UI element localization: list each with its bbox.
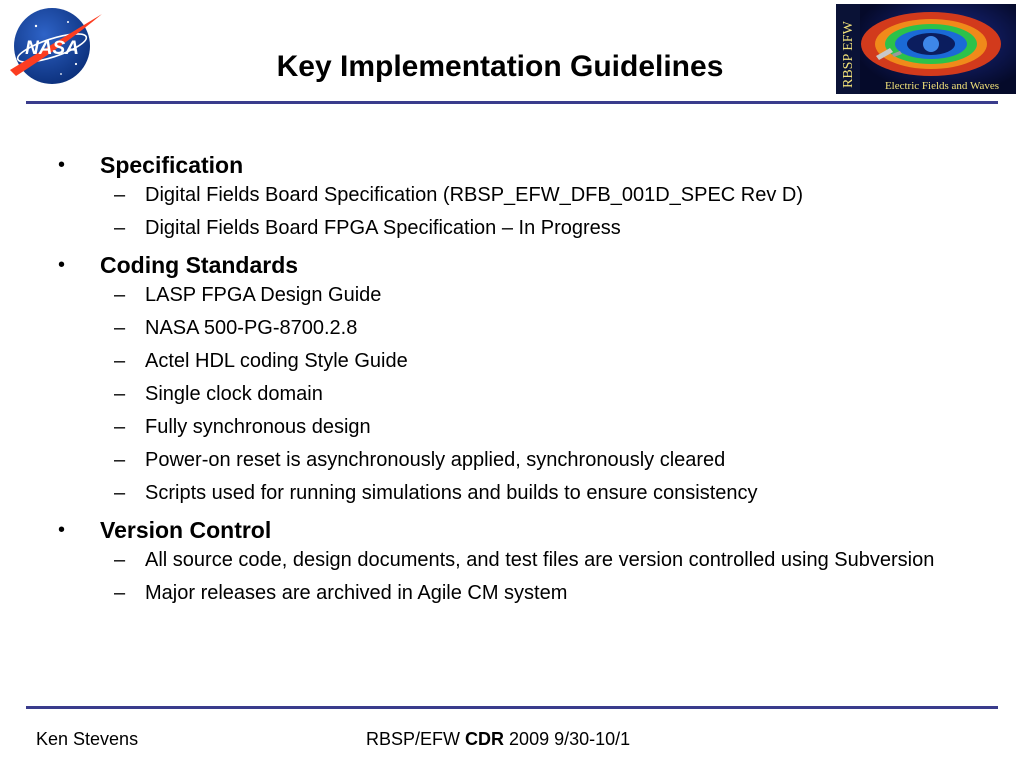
list-item bbox=[0, 414, 1024, 441]
list-item-text: Digital Fields Board FPGA Specification – In Progress bbox=[145, 217, 621, 239]
section-heading bbox=[0, 513, 1024, 547]
section-heading bbox=[0, 248, 1024, 282]
sub-list bbox=[0, 547, 1024, 607]
list-item-text: NASA 500-PG-8700.2.8 bbox=[145, 317, 358, 339]
list-item bbox=[0, 182, 1024, 209]
list-item bbox=[0, 215, 1024, 242]
list-item bbox=[0, 580, 1024, 607]
section-heading bbox=[0, 148, 1024, 182]
list-item bbox=[0, 282, 1024, 309]
header-divider bbox=[26, 101, 998, 104]
list-item-text: Fully synchronous design bbox=[145, 416, 371, 438]
dash-icon: – bbox=[114, 317, 126, 339]
section-specification bbox=[0, 148, 1024, 242]
list-item bbox=[0, 315, 1024, 342]
nasa-logo-text: NASA bbox=[25, 38, 79, 59]
dash-icon: – bbox=[114, 383, 126, 405]
section-heading-label: Coding Standards bbox=[100, 252, 299, 278]
footer-project bbox=[366, 727, 630, 751]
sub-list bbox=[0, 182, 1024, 242]
section-version-control bbox=[0, 513, 1024, 607]
list-item-text: Scripts used for running simulations and builds to ensure consistency bbox=[145, 482, 758, 504]
dash-icon: – bbox=[114, 416, 126, 438]
dash-icon: – bbox=[114, 582, 126, 604]
rbsp-efw-vertical-label: RBSP EFW bbox=[841, 21, 856, 88]
slide-content bbox=[0, 148, 1024, 613]
list-item-text: Actel HDL coding Style Guide bbox=[145, 350, 408, 372]
list-item bbox=[0, 348, 1024, 375]
bullet-icon: • bbox=[58, 154, 66, 176]
dash-icon: – bbox=[114, 184, 126, 206]
footer-project-prefix: RBSP/EFW bbox=[366, 729, 461, 749]
footer-review: CDR bbox=[465, 729, 505, 749]
section-heading-label: Specification bbox=[100, 152, 244, 178]
bullet-icon: • bbox=[58, 254, 66, 276]
list-item-text: LASP FPGA Design Guide bbox=[145, 284, 382, 306]
dash-icon: – bbox=[114, 284, 126, 306]
section-heading-label: Version Control bbox=[100, 517, 272, 543]
footer-divider bbox=[26, 706, 998, 709]
footer-author: Ken Stevens bbox=[36, 729, 139, 749]
list-item bbox=[0, 547, 1024, 574]
list-item bbox=[0, 381, 1024, 408]
page-title: Key Implementation Guidelines bbox=[276, 50, 724, 83]
list-item-text: Power-on reset is asynchronously applied, synchronously cleared bbox=[145, 449, 726, 471]
dash-icon: – bbox=[114, 217, 126, 239]
sub-list bbox=[0, 282, 1024, 507]
list-item bbox=[0, 480, 1024, 507]
list-item bbox=[0, 447, 1024, 474]
section-coding-standards bbox=[0, 248, 1024, 507]
list-item-text: Major releases are archived in Agile CM system bbox=[145, 582, 568, 604]
footer-date: 2009 9/30-10/1 bbox=[509, 729, 631, 749]
rbsp-efw-caption: Electric Fields and Waves bbox=[884, 80, 1000, 92]
list-item-text: All source code, design documents, and test files are version controlled using Subversion bbox=[145, 549, 935, 571]
bullet-icon: • bbox=[58, 519, 66, 541]
list-item-text: Digital Fields Board Specification (RBSP_EFW_DFB_001D_SPEC Rev D) bbox=[145, 184, 804, 206]
list-item-text: Single clock domain bbox=[145, 383, 323, 405]
dash-icon: – bbox=[114, 350, 126, 372]
dash-icon: – bbox=[114, 549, 126, 571]
dash-icon: – bbox=[114, 482, 126, 504]
dash-icon: – bbox=[114, 449, 126, 471]
